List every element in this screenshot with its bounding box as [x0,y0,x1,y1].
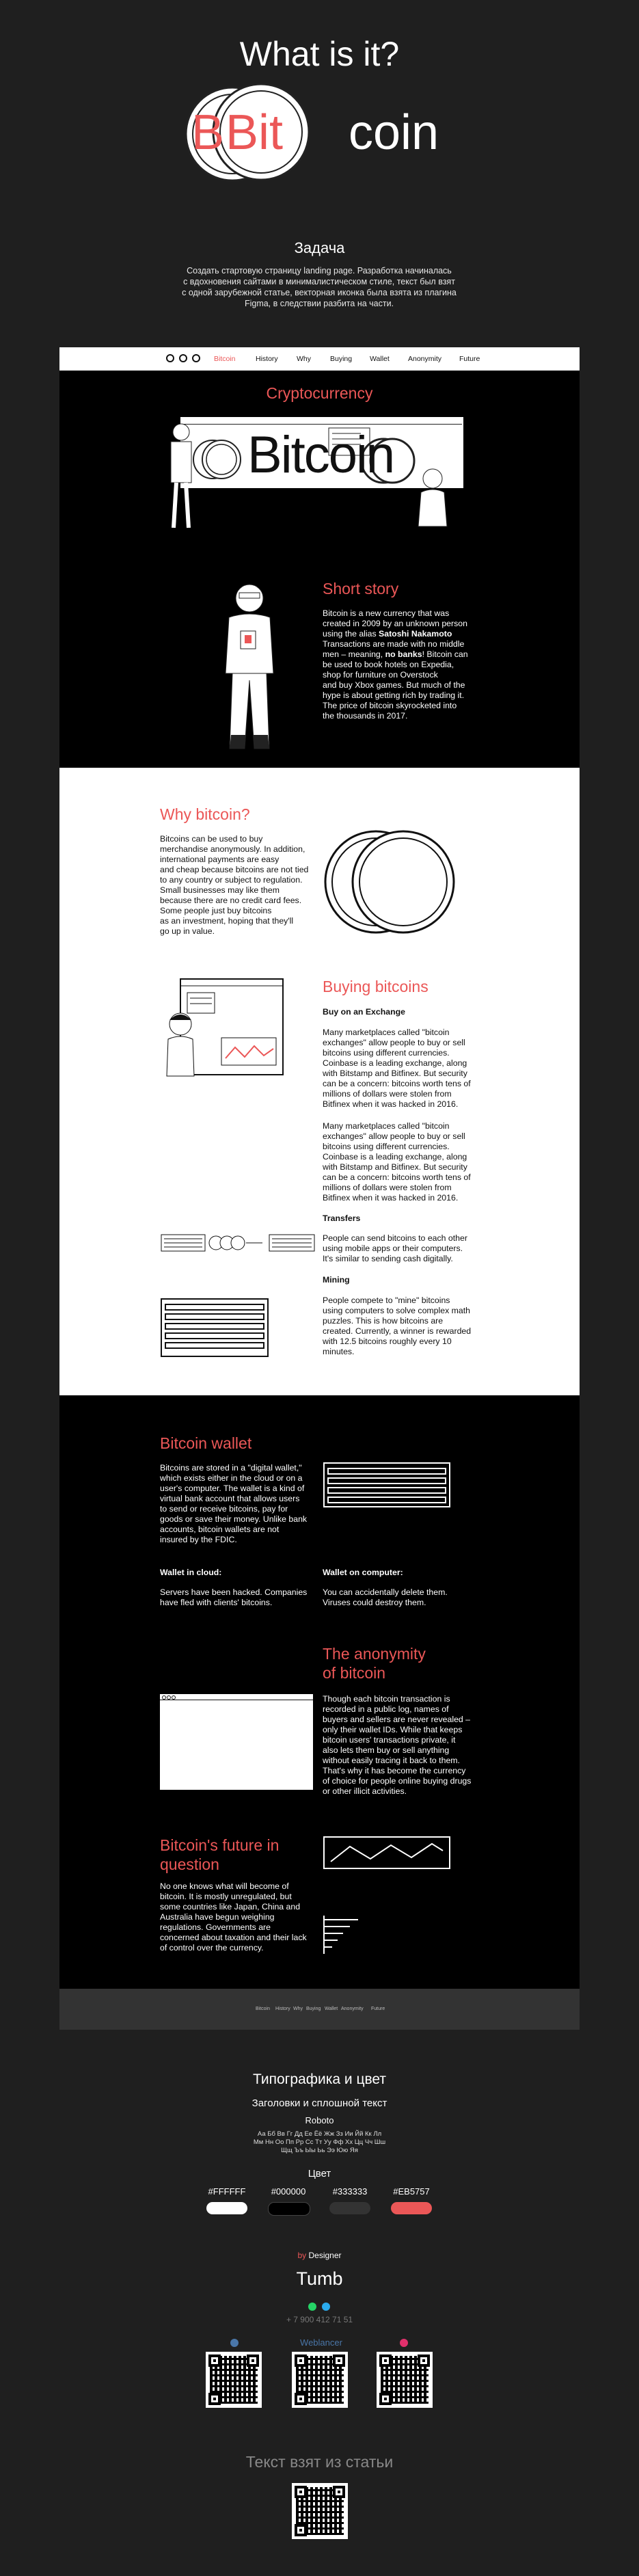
footer-link-anonymity[interactable]: Anonymity [341,2007,364,2011]
color-label-red: #EB5757 [393,2186,430,2197]
person-right-illustration [409,465,457,533]
nav-link-future[interactable]: Future [459,355,480,363]
color-title: Цвет [308,2168,331,2179]
logo-suffix: coin [349,105,439,160]
designer-phone[interactable]: + 7 900 412 71 51 [286,2315,353,2324]
task-title: Задача [294,239,345,256]
future-title: Bitcoin's future in question [160,1836,280,1873]
nav-link-anonymity[interactable]: Anonymity [408,355,442,363]
exchange-text: Many marketplaces called "bitcoin exchanges" allow people to buy or sell bitcoins using different currencies. Coinbase is a leading exchange, along with Bitstamp and Bitfinex. But security can be a concern: bitcoins worth tens of millions of dollars were stolen from Bitfinex when it was hacked in 2016. [323,1028,471,1109]
future-chart-illustration [323,1836,452,1871]
wallet-computer-text: You can accidentally delete them. Viruses could destroy them. [323,1587,448,1607]
short-story-text: Bitcoin is a new currency that was created in 2009 by an unknown person using the alias Satoshi Nakamoto Transactions are made with no middle men – meaning, no banks! Bitcoin can be used to book hotels on Expedia, shop for furniture on Overstock and buy Xbox games. But much of the hype is about getting rich by trading it. The price of bitcoin skyrocketed into the thousands in 2017. [323,608,468,721]
short-story-title: Short story [323,580,399,598]
closing-text: Текст взят из статьи [245,2453,394,2471]
transfers-title: Transfers [323,1213,361,1223]
color-label-gray: #333333 [332,2186,368,2197]
bitcoin-logo [185,81,472,183]
transfer-illustration [160,1232,317,1254]
future-text: No one knows what will become of bitcoin. It is mostly unregulated, but some countries like Japan, China and Australia have begun weighing regulations. Governments are concerned about taxation and their lack of control over the currency. [160,1881,307,1953]
designer-line: by Designer [297,2251,342,2260]
buying-title: Buying bitcoins [323,978,429,995]
color-label-black: #000000 [271,2186,306,2197]
mining-title: Mining [323,1275,350,1285]
footer-link-history[interactable]: History [275,2007,290,2011]
weblancer-link[interactable]: Weblancer [300,2337,342,2348]
font-name: Roboto [305,2115,334,2125]
landing-footer [59,1989,580,2030]
logo-bit: Bit [226,105,284,160]
swatch-gray [329,2202,370,2214]
swatch-white [206,2202,247,2214]
vk-icon[interactable] [230,2338,239,2348]
alphabet-sample: Аа Бб Вв Гг Дд Ее Ёё Жж Зз Ии Йй Кк Лл Мм Нн Оо Пп Рр Сс Тт Уу Фф Хх Цц Чч Шш Щщ Ъъ Ыы Ьь Ээ Юю Яя [253,2130,386,2154]
transfers-text: People can send bitcoins to each other using mobile apps or their computers. It's similar to sending cash digitally. [323,1233,467,1263]
swatch-red [391,2202,432,2214]
nav-link-wallet[interactable]: Wallet [370,355,390,363]
anonymity-window-illustration [160,1694,313,1790]
anonymity-title: The anonymity of bitcoin [323,1645,426,1682]
hero-title: What is it? [239,35,400,73]
exchange-title: Buy on an Exchange [323,1007,405,1017]
nav-dot-icon [192,354,200,362]
qr-code-instagram[interactable] [377,2352,433,2408]
why-text: Bitcoins can be used to buy merchandise anonymously. In addition, international payments are easy and cheap because bitcoins are not tied to any country or subject to regulation. Small businesses may like them because there are no credit card fees. Some people just buy bitcoins as an investment, hoping that they'll go up in value. [160,834,309,936]
typography-subtitle: Заголовки и сплошной текст [251,2097,388,2109]
footer-link-buying[interactable]: Buying [306,2007,321,2011]
anonymity-text: Though each bitcoin transaction is recorded in a public log, names of buyers and sellers are never revealed – only their wallet IDs. While that keeps bitcoin users' transactions private, it also lets them buy or sell anything without easily tracing it back to them. That's why it has become the currency of choice for people online buying drugs or other illicit activities. [323,1694,472,1796]
wallet-illustration [323,1462,452,1510]
qr-code-weblancer[interactable] [292,2352,348,2408]
exchange-text-repeat: Many marketplaces called "bitcoin exchanges" allow people to buy or sell bitcoins using different currencies. Coinbase is a leading exchange, along with Bitstamp and Bitfinex. But security can be a concern: bitcoins worth tens of millions of dollars were stolen from Bitfinex when it was hacked in 2016. [323,1121,471,1203]
swatch-black [268,2202,310,2216]
messenger-icons [307,2301,334,2312]
color-label-white: #FFFFFF [208,2186,246,2197]
footer-link-why[interactable]: Why [293,2007,303,2011]
woman-chart-illustration [160,976,290,1079]
nav-link-buying[interactable]: Buying [330,355,353,363]
footer-link-bitcoin[interactable]: Bitcoin [256,2007,271,2011]
landing-navbar [59,347,580,371]
future-bars-illustration [323,1914,364,1955]
nav-dot-icon [166,354,174,362]
footer-link-future[interactable]: Future [371,2007,385,2011]
wallet-computer-title: Wallet on computer: [323,1568,403,1577]
logo-prefix: B [191,105,225,160]
why-title: Why bitcoin? [160,805,250,823]
nav-link-bitcoin[interactable]: Bitcoin [214,355,236,363]
instagram-icon[interactable] [399,2338,409,2348]
nav-dot-icon [179,354,187,362]
mining-text: People compete to "mine" bitcoins using computers to solve complex math puzzles. This is how bitcoins are created. Currently, a winner is rewarded with 12.5 bitcoins roughly every 10 minutes. [323,1296,472,1356]
footer-link-wallet[interactable]: Wallet [325,2007,338,2011]
qr-code-vk[interactable] [206,2352,262,2408]
telegram-icon [322,2303,330,2311]
wallet-title: Bitcoin wallet [160,1434,252,1452]
qr-code-article[interactable] [292,2483,348,2539]
nav-link-history[interactable]: History [256,355,278,363]
task-description: Создать стартовую страницу landing page. Разработка начиналась с вдохновения сайтами в минималистическом стиле, текст был взят с одной зарубежной статье, векторная иконка была взята из плагина Figma, в следствии разбита на части. [182,266,457,308]
coins-illustration [321,827,485,937]
wallet-cloud-text: Servers have been hacked. Companies have fled with clients' bitcoins. [160,1587,308,1607]
whatsapp-icon [308,2303,316,2311]
typography-title: Типографика и цвет [253,2071,386,2087]
banner-text: Bitcoin [247,426,394,484]
nav-link-why[interactable]: Why [297,355,311,363]
designer-name: Tumb [296,2268,343,2289]
wallet-text: Bitcoins are stored in a "digital wallet," which exists either in the cloud or on a user's computer. The wallet is a kind of virtual bank account that allows users to send or receive bitcoins, pay for goods or save their money. Unlike bank accounts, bitcoin wallets are not insured by the FDIC. [160,1463,308,1544]
wallet-cloud-title: Wallet in cloud: [160,1568,222,1577]
crypto-title: Cryptocurrency [266,384,373,402]
person-left-illustration [164,418,198,535]
man-illustration [212,578,287,755]
mining-illustration [160,1298,269,1358]
